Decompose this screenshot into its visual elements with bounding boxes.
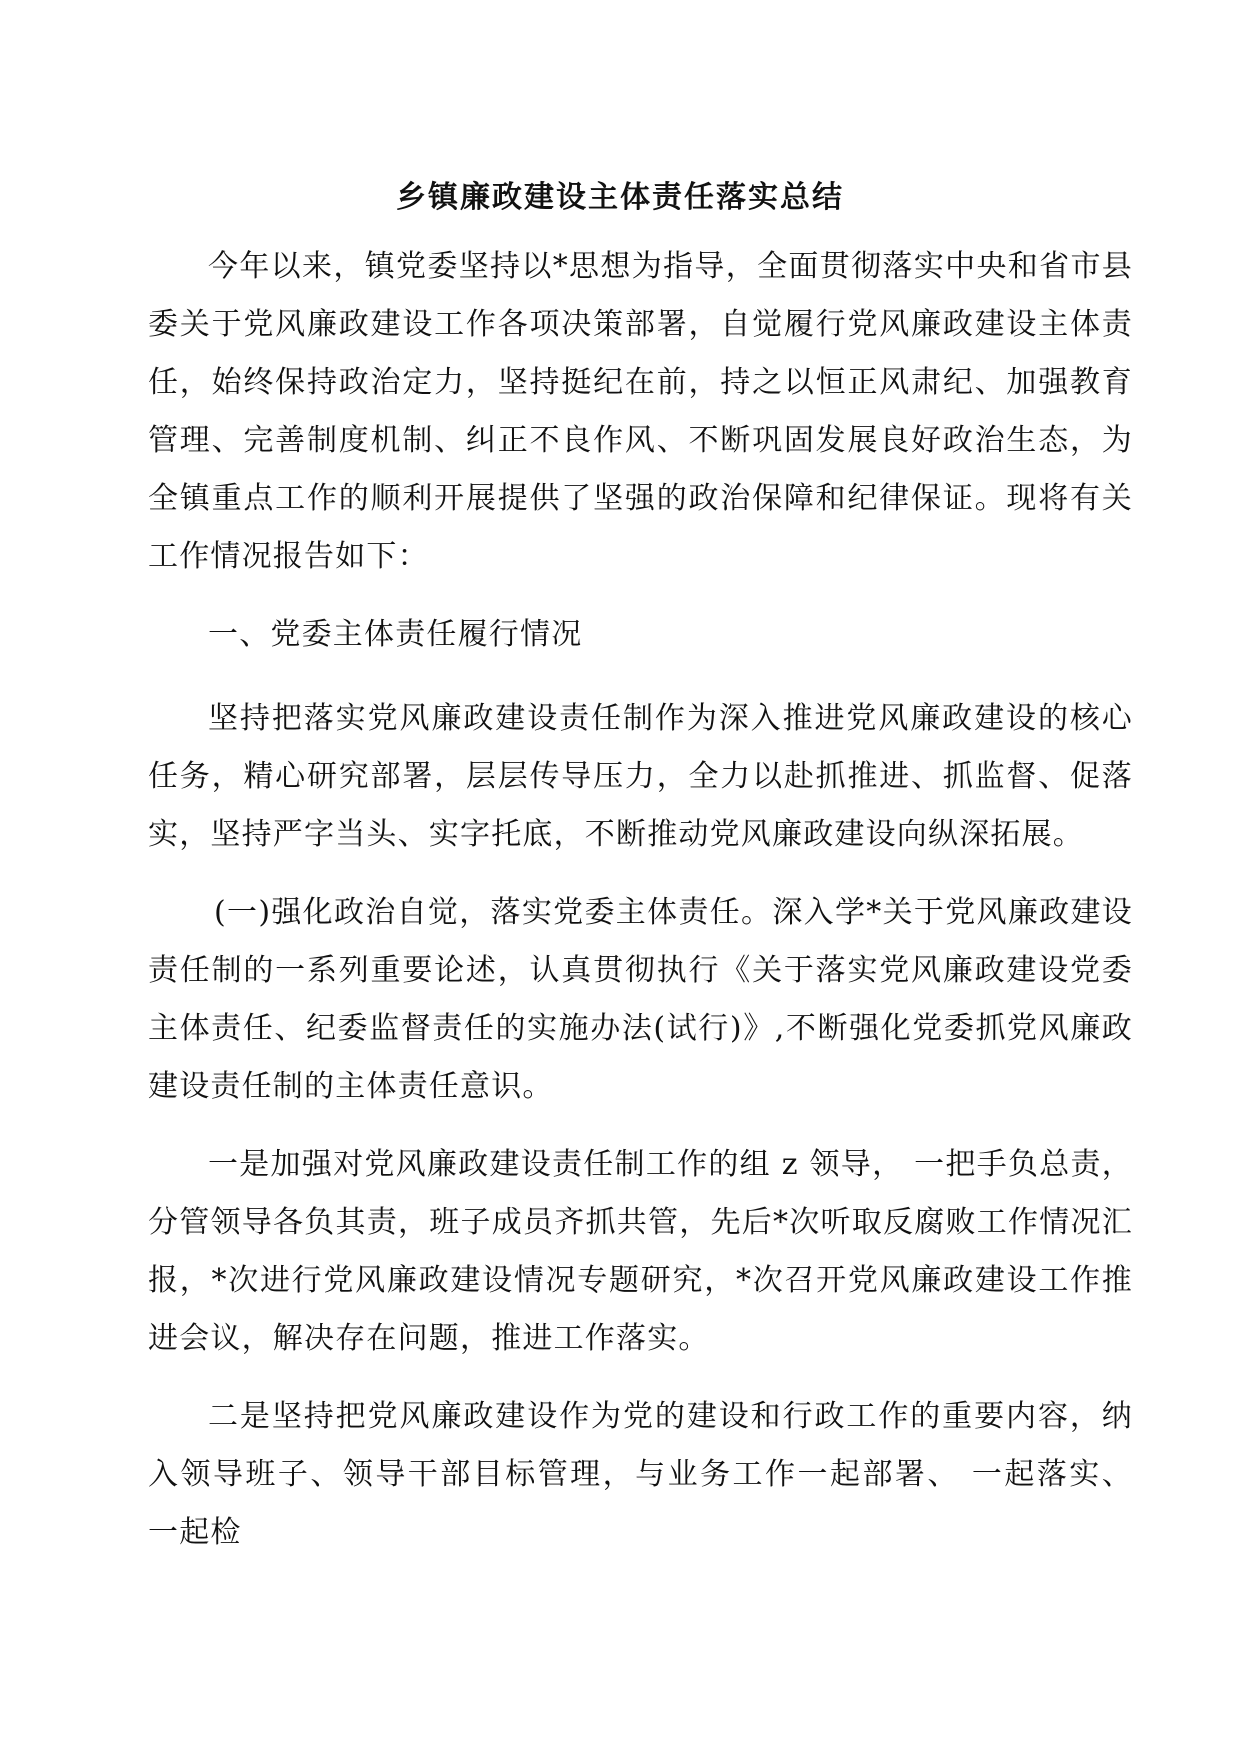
point-2-paragraph: 二是坚持把党风廉政建设作为党的建设和行政工作的重要内容，纳入领导班子、领导干部目标管理，与业务工作一起部署、 一起落实、 一起检 <box>148 1399 1133 1550</box>
subsection-1-paragraph: (一)强化政治自觉，落实党委主体责任。深入学*关于党风廉政建设责任制的一系列重要论述，认真贯彻执行《关于落实党风廉政建设党委主体责任、纪委监督责任的实施办法(试行)》,不断强化党委抓党风廉政建设责任制的主体责任意识。 <box>148 895 1133 1104</box>
document-body <box>148 238 1133 1582</box>
intro-paragraph: 今年以来，镇党委坚持以*思想为指导，全面贯彻落实中央和省市县委关于党风廉政建设工作各项决策部署，自觉履行党风廉政建设主体责任，始终保持政治定力，坚持挺纪在前，持之以恒正风肃纪、加强教育管理、完善制度机制、纠正不良作风、不断巩固发展良好政治生态，为全镇重点工作的顺利开展提供了坚强的政治保障和纪律保证。现将有关工作情况报告如下： <box>148 249 1133 574</box>
section-1-paragraph: 坚持把落实党风廉政建设责任制作为深入推进党风廉政建设的核心任务，精心研究部署，层层传导压力，全力以赴抓推进、抓监督、促落实，坚持严字当头、实字托底，不断推动党风廉政建设向纵深拓展。 <box>148 701 1133 852</box>
section-heading-1: 一、党委主体责任履行情况 <box>208 617 583 652</box>
document-title: 乡镇廉政建设主体责任落实总结 <box>396 180 844 215</box>
point-1-paragraph: 一是加强对党风廉政建设责任制工作的组 z 领导， 一把手负总责，分管领导各负其责，班子成员齐抓共管，先后*次听取反腐败工作情况汇报，*次进行党风廉政建设情况专题研究，*次召开党风廉政建设工作推进会议，解决存在问题，推进工作落实。 <box>148 1147 1133 1356</box>
